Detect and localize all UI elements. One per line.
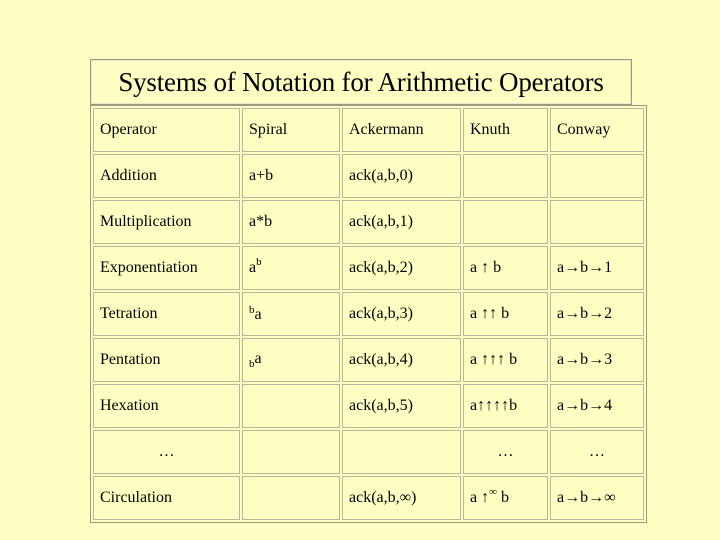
header-conway: Conway <box>550 108 644 152</box>
table-header-row <box>93 108 644 152</box>
ackermann-cell <box>342 430 461 474</box>
spiral-exponent: b <box>256 256 262 268</box>
spiral-pre-superscript: b <box>249 304 255 316</box>
spiral-cell <box>242 430 340 474</box>
table-row <box>93 246 644 290</box>
operator-cell: Exponentiation <box>93 246 240 290</box>
knuth-cell: a ↑↑ b <box>463 292 548 336</box>
header-knuth: Knuth <box>463 108 548 152</box>
operator-cell: Addition <box>93 154 240 198</box>
ackermann-cell: ack(a,b,∞) <box>342 476 461 520</box>
spiral-cell: a+b <box>242 154 340 198</box>
knuth-cell: a ↑↑↑ b <box>463 338 548 382</box>
ackermann-cell: ack(a,b,1) <box>342 200 461 244</box>
table-row <box>93 430 644 474</box>
knuth-cell <box>463 154 548 198</box>
slide-title: Systems of Notation for Arithmetic Operators <box>90 59 632 105</box>
ackermann-cell: ack(a,b,4) <box>342 338 461 382</box>
conway-cell: a→b→4 <box>550 384 644 428</box>
spiral-base: a <box>254 350 262 367</box>
conway-cell <box>550 154 644 198</box>
knuth-right: b <box>496 489 509 506</box>
conway-cell: … <box>550 430 644 474</box>
conway-cell: a→b→3 <box>550 338 644 382</box>
operator-cell: Multiplication <box>93 200 240 244</box>
table-row <box>93 154 644 198</box>
spiral-cell <box>242 384 340 428</box>
knuth-left: a ↑ <box>470 489 490 506</box>
ackermann-cell: ack(a,b,3) <box>342 292 461 336</box>
table-row <box>93 200 644 244</box>
knuth-cell <box>463 200 548 244</box>
table-row <box>93 384 644 428</box>
knuth-cell: … <box>463 430 548 474</box>
spiral-base: a <box>254 306 262 323</box>
knuth-cell: a ↑ b <box>463 246 548 290</box>
table-row <box>93 338 644 382</box>
knuth-cell: a↑↑↑↑b <box>463 384 548 428</box>
operator-cell: Tetration <box>93 292 240 336</box>
knuth-cell <box>463 476 548 520</box>
operator-cell: … <box>93 430 240 474</box>
conway-cell: a→b→2 <box>550 292 644 336</box>
operator-cell: Hexation <box>93 384 240 428</box>
spiral-cell <box>242 338 340 382</box>
operator-cell: Pentation <box>93 338 240 382</box>
spiral-cell: a*b <box>242 200 340 244</box>
ackermann-cell: ack(a,b,2) <box>342 246 461 290</box>
notation-table <box>90 105 647 523</box>
ackermann-cell: ack(a,b,0) <box>342 154 461 198</box>
spiral-pre-subscript: b <box>249 358 255 370</box>
conway-cell <box>550 200 644 244</box>
spiral-base: a <box>249 259 257 276</box>
table-row <box>93 476 644 520</box>
operator-cell: Circulation <box>93 476 240 520</box>
spiral-cell <box>242 292 340 336</box>
spiral-cell <box>242 246 340 290</box>
table-row <box>93 292 644 336</box>
conway-cell: a→b→∞ <box>550 476 644 520</box>
header-spiral: Spiral <box>242 108 340 152</box>
header-operator: Operator <box>93 108 240 152</box>
ackermann-cell: ack(a,b,5) <box>342 384 461 428</box>
knuth-exponent: ∞ <box>489 486 497 498</box>
spiral-cell <box>242 476 340 520</box>
header-ackermann: Ackermann <box>342 108 461 152</box>
conway-cell: a→b→1 <box>550 246 644 290</box>
